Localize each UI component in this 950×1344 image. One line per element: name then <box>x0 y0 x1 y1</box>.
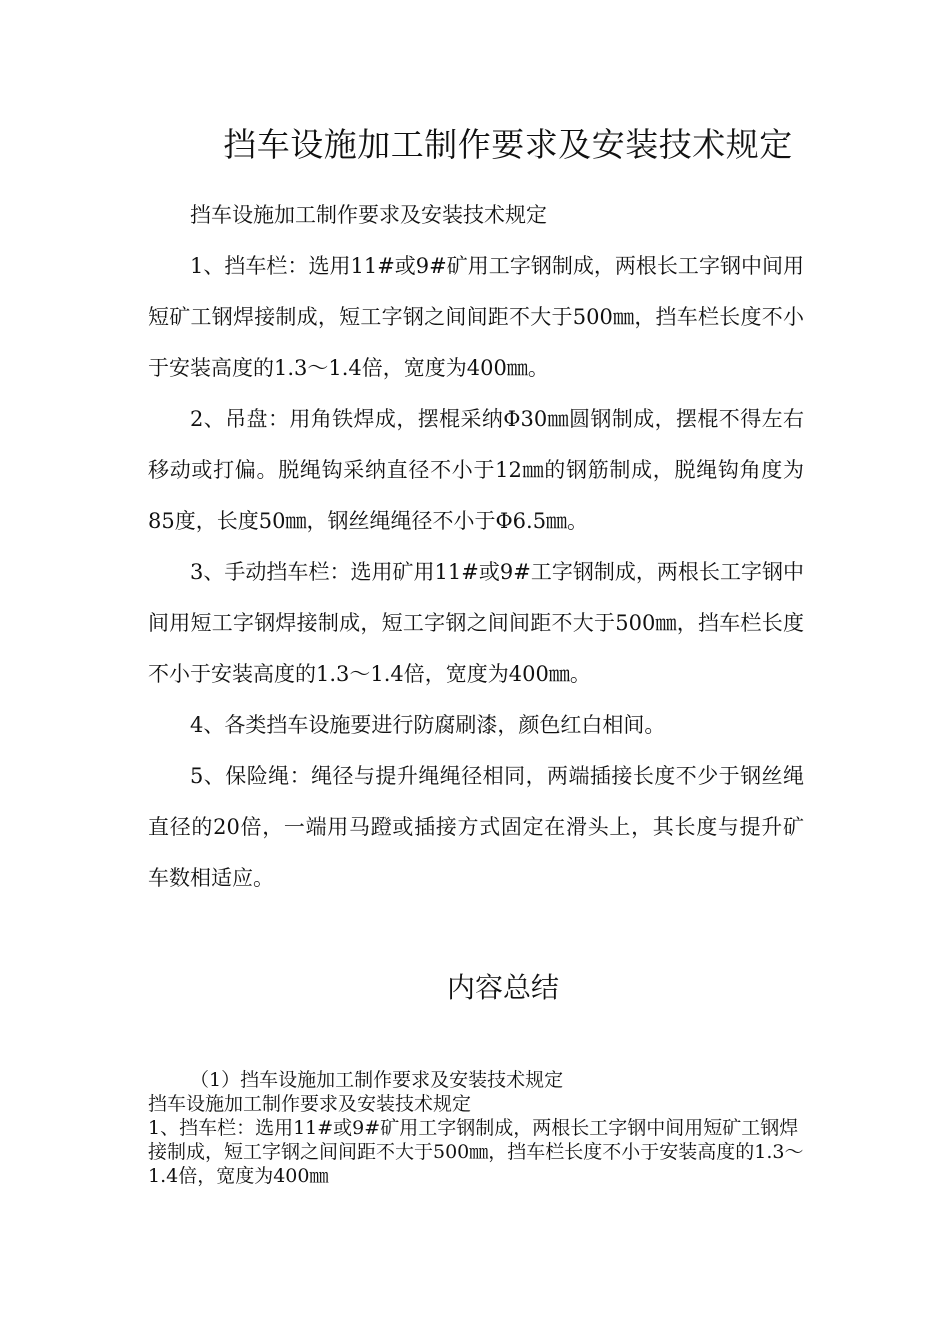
summary-title: 内容总结 <box>446 971 559 1004</box>
body-paragraph-hanging-plate: 2、吊盘：用角铁焊成，摆棍采纳Φ30㎜圆钢制成，摆棍不得左右移动或打偏。脱绳钩采纳直径不小于12㎜的钢筋制成，脱绳钩角度为85度，长度50㎜，钢丝绳绳径不小于Φ6.5㎜。 <box>148 407 804 533</box>
summary-block <box>148 1068 804 1188</box>
summary-item-heading: （1）挡车设施加工制作要求及安装技术规定 <box>190 1069 564 1091</box>
document-body <box>148 190 804 904</box>
body-paragraph-safety-rope: 5、保险绳：绳径与提升绳绳径相同，两端插接长度不少于钢丝绳直径的20倍，一端用马蹬或插接方式固定在滑头上，其长度与提升矿车数相适应。 <box>148 764 804 890</box>
document-title: 挡车设施加工制作要求及安装技术规定 <box>223 125 793 164</box>
body-paragraph-manual-barrier: 3、手动挡车栏：选用矿用11#或9#工字钢制成，两根长工字钢中间用短工字钢焊接制成，短工字钢之间间距不大于500㎜，挡车栏长度不小于安装高度的1.3～1.4倍，宽度为400㎜。 <box>148 560 804 686</box>
body-paragraph-painting: 4、各类挡车设施要进行防腐刷漆，颜色红白相间。 <box>190 713 666 737</box>
body-paragraph-heading: 挡车设施加工制作要求及安装技术规定 <box>190 203 547 227</box>
body-paragraph-barrier: 1、挡车栏：选用11#或9#矿用工字钢制成，两根长工字钢中间用短矿工钢焊接制成，短工字钢之间间距不大于500㎜，挡车栏长度不小于安装高度的1.3～1.4倍，宽度为400㎜。 <box>148 254 804 380</box>
summary-line: 1、挡车栏：选用11#或9#矿用工字钢制成，两根长工字钢中间用短矿工钢焊接制成，短工字钢之间间距不大于500㎜，挡车栏长度不小于安装高度的1.3～1.4倍，宽度为400㎜ <box>148 1117 804 1187</box>
summary-line: 挡车设施加工制作要求及安装技术规定 <box>148 1093 472 1115</box>
